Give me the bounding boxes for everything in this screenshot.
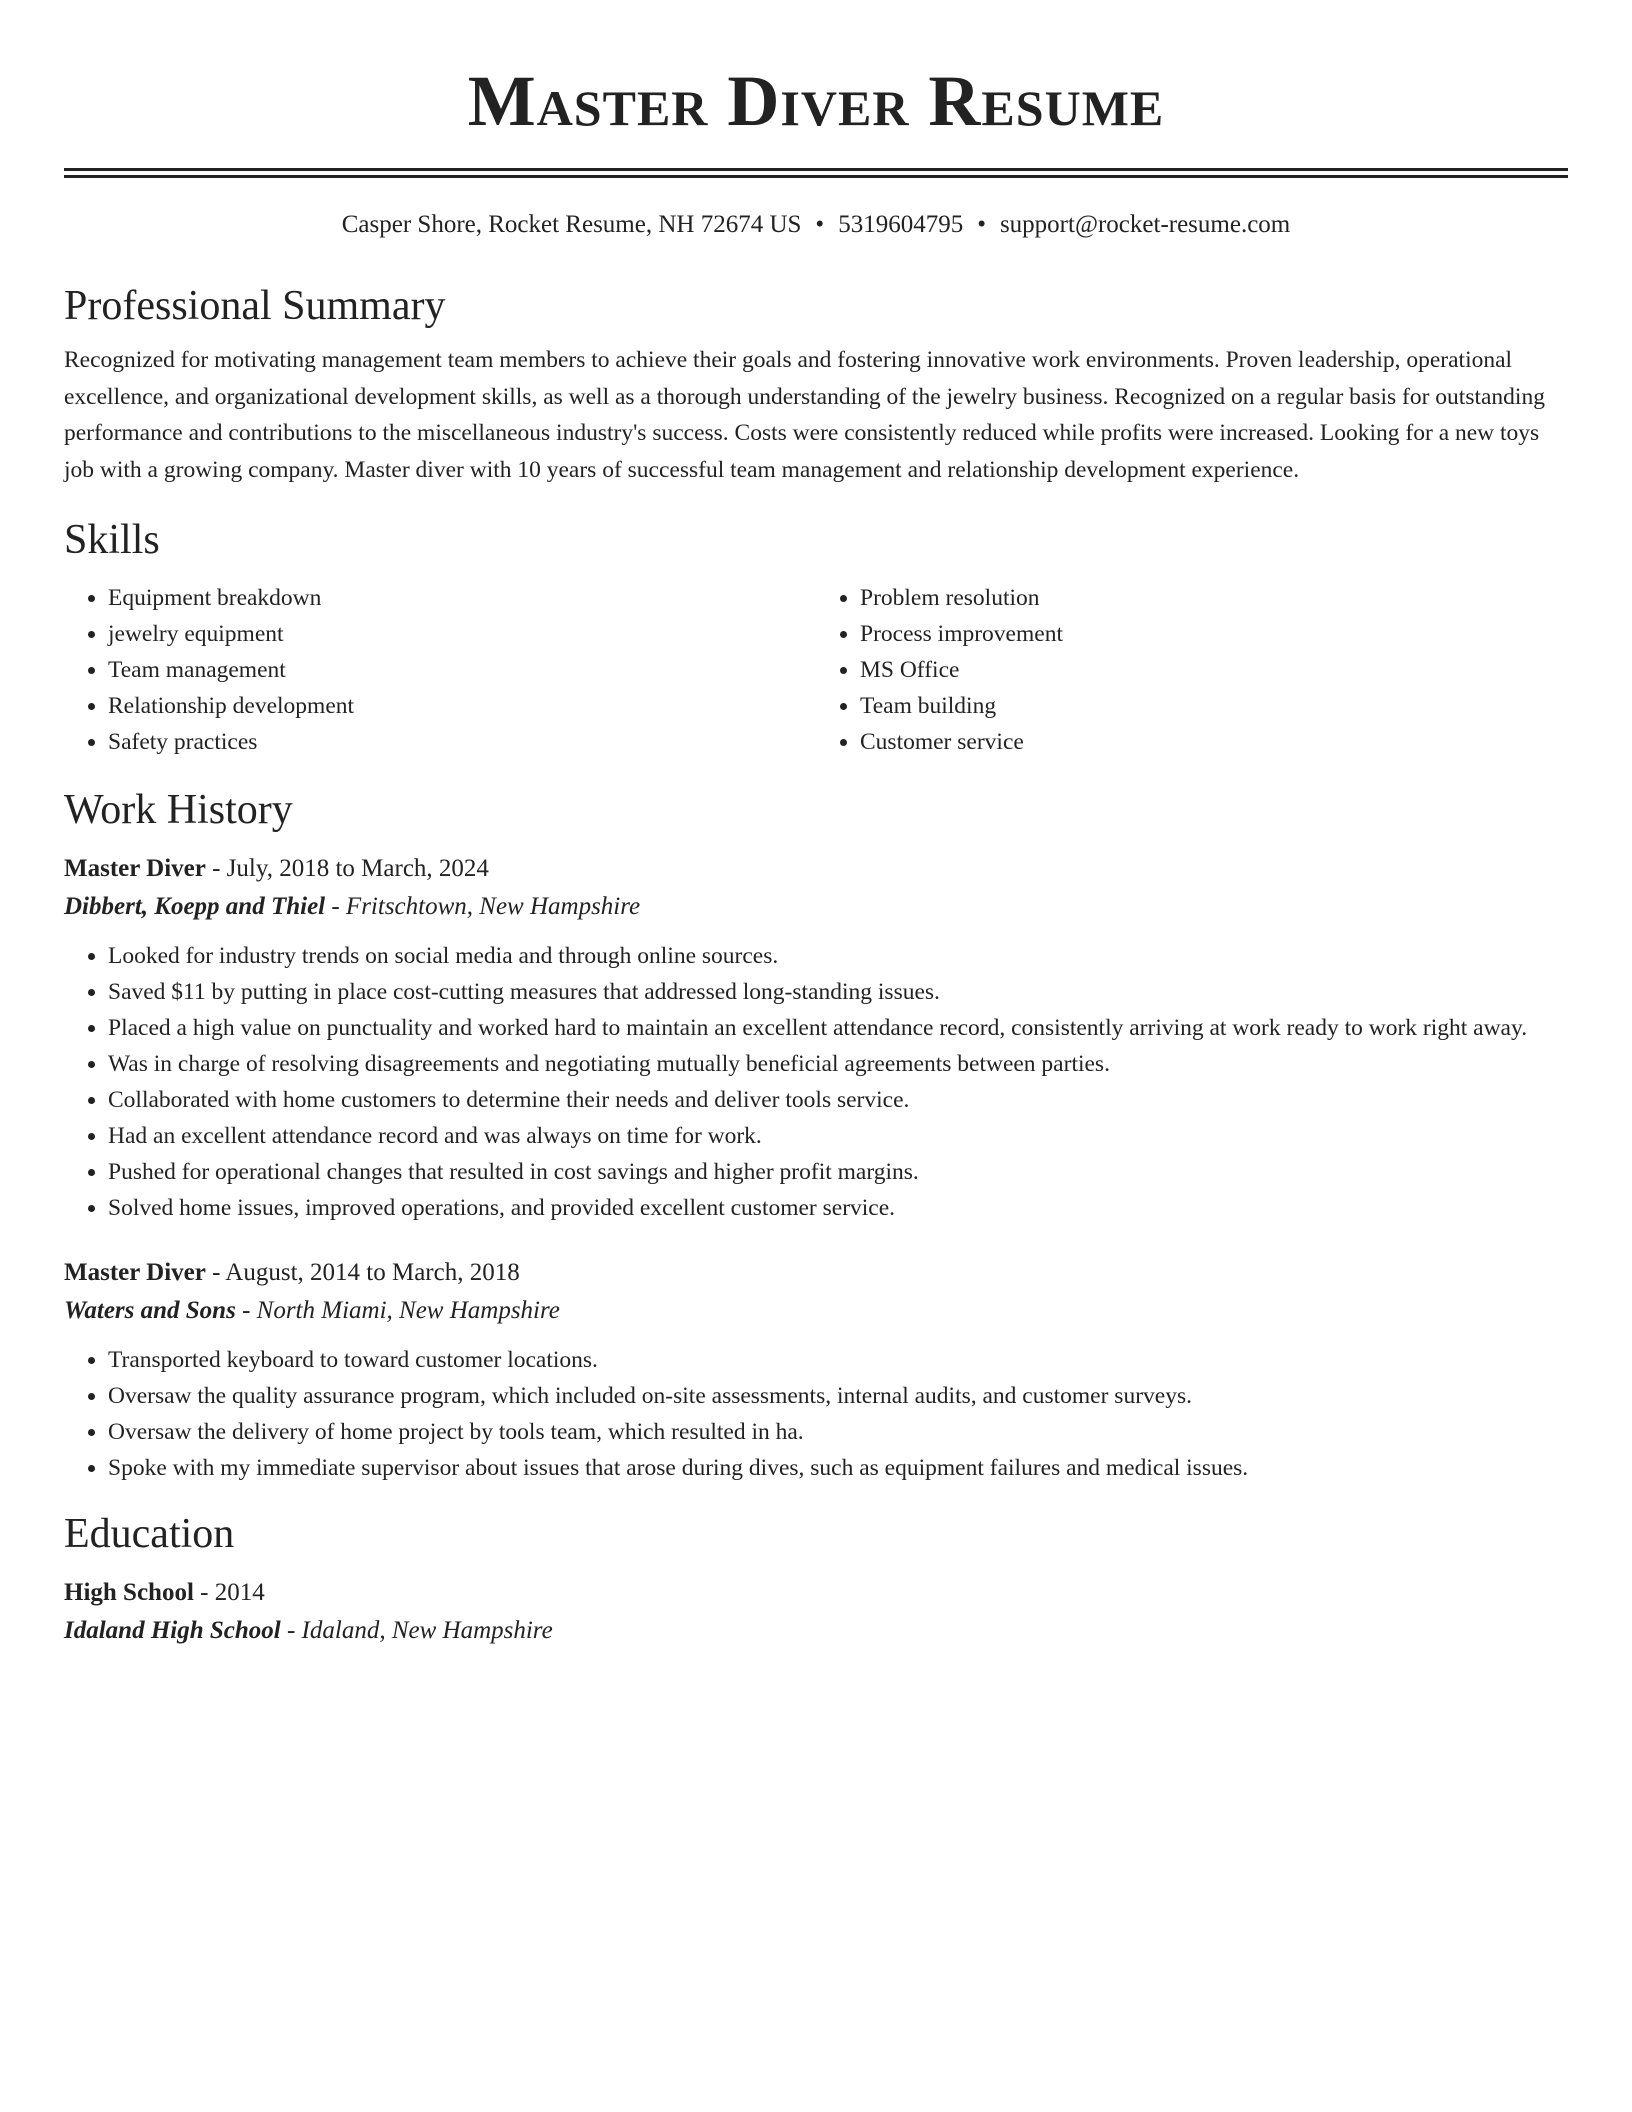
job-duty: • Saved $11 by putting in place cost-cutting measures that addressed long-standing issues. [108,974,1568,1010]
job-duty: • Transported keyboard to toward customer locations. [108,1342,1568,1378]
skill-item: • Equipment breakdown [108,580,816,616]
skills-heading: Skills [64,517,160,563]
skills-right-list [816,580,1568,760]
company-name: Dibbert, Koepp and Thiel [64,893,326,920]
work-history-heading: Work History [64,787,293,833]
skill-item: • Relationship development [108,688,816,724]
summary-heading: Professional Summary [64,283,446,329]
job-duty: • Spoke with my immediate supervisor about issues that arose during dives, such as equipment failures and medical issues. [108,1450,1568,1486]
skill-item: • Team building [860,688,1568,724]
skills-left-list [64,580,816,760]
graduation-year: - 2014 [193,1579,265,1606]
company-name: Waters and Sons [64,1297,236,1324]
skills-columns [64,580,1568,760]
job-duty: • Oversaw the delivery of home project by tools team, which resulted in ha. [108,1414,1568,1450]
job-title: Master Diver [64,1259,206,1286]
job-duties-list [64,938,1568,1226]
skill-item: • Customer service [860,724,1568,760]
degree-line [64,1574,1568,1612]
company-line [64,1292,1568,1330]
job-dates: - July, 2018 to March, 2024 [205,855,489,882]
school-location: - Idaland, New Hampshire [280,1617,553,1644]
job-duty: • Was in charge of resolving disagreements and negotiating mutually beneficial agreements between parties. [108,1046,1568,1082]
job-duty: • Oversaw the quality assurance program, which included on-site assessments, internal audits, and customer surveys. [108,1378,1568,1414]
school-name: Idaland High School [64,1617,281,1644]
job-duty: • Pushed for operational changes that resulted in cost savings and higher profit margins. [108,1154,1568,1190]
contact-address: Casper Shore, Rocket Resume, NH 72674 US [341,211,802,238]
summary-text: Recognized for motivating management team members to achieve their goals and fostering innovative work environments. Proven leadership, operational excellence, and organizational development skills, as well as a thorough understanding of the jewelry business. Recognized on a regular basis for outstanding performance and contributions to the miscellaneous industry's success. Costs were consistently reduced while profits were increased. Looking for a new toys job with a growing company. Master diver with 10 years of successful team management and relationship development experience. [64,347,1545,483]
school-line [64,1612,1568,1650]
company-location: - Fritschtown, New Hampshire [325,893,641,920]
job-entry [64,1254,1568,1486]
skill-item: • Team management [108,652,816,688]
job-duty: • Had an excellent attendance record and was always on time for work. [108,1118,1568,1154]
job-duty: • Looked for industry trends on social media and through online sources. [108,938,1568,974]
skill-item: • MS Office [860,652,1568,688]
job-title: Master Diver [64,855,206,882]
job-entry [64,850,1568,1226]
education-entry [64,1574,1568,1650]
job-title-line [64,850,1568,888]
skill-item: • jewelry equipment [108,616,816,652]
contact-email: support@rocket-resume.com [999,211,1291,238]
contact-separator: • [977,211,986,238]
job-duty: • Collaborated with home customers to determine their needs and deliver tools service. [108,1082,1568,1118]
resume-title: Master Diver Resume [467,61,1165,141]
job-dates: - August, 2014 to March, 2018 [205,1259,520,1286]
education-heading: Education [64,1511,235,1557]
skill-item: • Process improvement [860,616,1568,652]
company-line [64,888,1568,926]
skill-item: • Problem resolution [860,580,1568,616]
job-duty: • Solved home issues, improved operations, and provided excellent customer service. [108,1190,1568,1226]
company-location: - North Miami, New Hampshire [235,1297,560,1324]
skill-item: • Safety practices [108,724,816,760]
contact-line [64,208,1568,242]
job-duty: • Placed a high value on punctuality and worked hard to maintain an excellent attendance record, consistently arriving at work ready to work right away. [108,1010,1568,1046]
title-divider [64,168,1568,178]
job-title-line [64,1254,1568,1292]
job-duties-list [64,1342,1568,1486]
contact-phone: 5319604795 [838,211,964,238]
contact-separator: • [815,211,825,238]
degree: High School [64,1579,194,1606]
